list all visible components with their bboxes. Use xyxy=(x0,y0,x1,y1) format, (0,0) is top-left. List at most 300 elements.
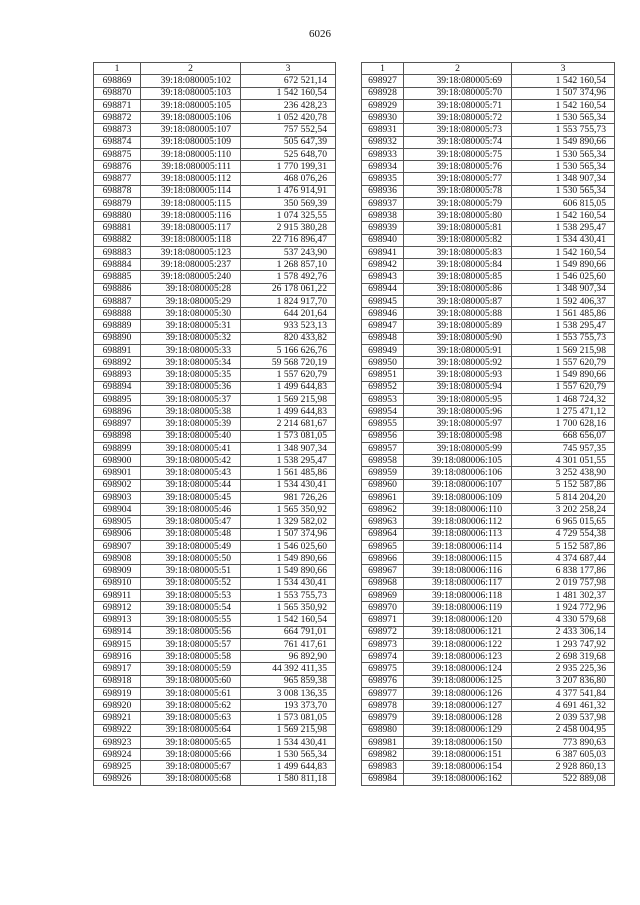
table-row xyxy=(362,344,615,356)
row-number-cell: 698933 xyxy=(362,148,404,160)
cadastral-value-cell: 1 538 295,47 xyxy=(512,320,615,332)
cadastral-number-cell: 39:18:080005:47 xyxy=(141,516,241,528)
table-row xyxy=(362,577,615,589)
cadastral-value-cell: 1 557 620,79 xyxy=(241,369,336,381)
cadastral-value-cell: 1 530 565,34 xyxy=(512,161,615,173)
table-row xyxy=(362,246,615,258)
cadastral-value-cell: 820 433,82 xyxy=(241,332,336,344)
cadastral-number-cell: 39:18:080005:30 xyxy=(141,308,241,320)
cadastral-number-cell: 39:18:080006:106 xyxy=(404,467,512,479)
row-number-cell: 698943 xyxy=(362,271,404,283)
cadastral-value-cell: 1 499 644,83 xyxy=(241,406,336,418)
table-row xyxy=(362,234,615,246)
table-row xyxy=(94,479,336,491)
cadastral-number-cell: 39:18:080005:55 xyxy=(141,614,241,626)
row-number-cell: 698946 xyxy=(362,308,404,320)
row-number-cell: 698939 xyxy=(362,222,404,234)
cadastral-number-cell: 39:18:080005:37 xyxy=(141,393,241,405)
cadastral-number-cell: 39:18:080005:40 xyxy=(141,430,241,442)
cadastral-number-cell: 39:18:080006:119 xyxy=(404,602,512,614)
row-number-cell: 698898 xyxy=(94,430,141,442)
cadastral-number-cell: 39:18:080006:107 xyxy=(404,479,512,491)
table-row xyxy=(362,381,615,393)
cadastral-value-cell: 1 549 890,66 xyxy=(241,553,336,565)
cadastral-value-cell: 26 178 061,22 xyxy=(241,283,336,295)
cadastral-number-cell: 39:18:080005:53 xyxy=(141,589,241,601)
row-number-cell: 698904 xyxy=(94,504,141,516)
cadastral-number-cell: 39:18:080005:111 xyxy=(141,161,241,173)
row-number-cell: 698952 xyxy=(362,381,404,393)
cadastral-value-cell: 1 542 160,54 xyxy=(512,75,615,87)
table-row xyxy=(362,626,615,638)
cadastral-number-cell: 39:18:080005:240 xyxy=(141,271,241,283)
row-number-cell: 698922 xyxy=(94,724,141,736)
table-row xyxy=(94,577,336,589)
table-row xyxy=(362,75,615,87)
cadastral-value-cell: 5 814 204,20 xyxy=(512,491,615,503)
table-row xyxy=(362,442,615,454)
row-number-cell: 698899 xyxy=(94,442,141,454)
table-row xyxy=(94,332,336,344)
table-row xyxy=(362,516,615,528)
cadastral-number-cell: 39:18:080005:84 xyxy=(404,259,512,271)
table-row xyxy=(362,173,615,185)
cadastral-number-cell: 39:18:080005:82 xyxy=(404,234,512,246)
table-row xyxy=(362,565,615,577)
cadastral-number-cell: 39:18:080005:29 xyxy=(141,295,241,307)
table-row xyxy=(362,197,615,209)
cadastral-number-cell: 39:18:080005:69 xyxy=(404,75,512,87)
table-row xyxy=(94,565,336,577)
row-number-cell: 698914 xyxy=(94,626,141,638)
row-number-cell: 698901 xyxy=(94,467,141,479)
cadastral-value-cell: 644 201,64 xyxy=(241,308,336,320)
cadastral-value-cell: 6 387 605,03 xyxy=(512,749,615,761)
cadastral-value-cell: 1 580 811,18 xyxy=(241,773,336,785)
cadastral-value-cell: 1 569 215,98 xyxy=(241,724,336,736)
cadastral-value-cell: 1 542 160,54 xyxy=(241,87,336,99)
cadastral-number-cell: 39:18:080005:89 xyxy=(404,320,512,332)
row-number-cell: 698911 xyxy=(94,589,141,601)
cadastral-number-cell: 39:18:080005:112 xyxy=(141,173,241,185)
cadastral-value-cell: 1 538 295,47 xyxy=(512,222,615,234)
cadastral-number-cell: 39:18:080005:51 xyxy=(141,565,241,577)
row-number-cell: 698947 xyxy=(362,320,404,332)
row-number-cell: 698893 xyxy=(94,369,141,381)
row-number-cell: 698982 xyxy=(362,749,404,761)
cadastral-number-cell: 39:18:080006:110 xyxy=(404,504,512,516)
row-number-cell: 698908 xyxy=(94,553,141,565)
cadastral-number-cell: 39:18:080005:39 xyxy=(141,418,241,430)
cadastral-value-cell: 2 935 225,36 xyxy=(512,663,615,675)
row-number-cell: 698875 xyxy=(94,148,141,160)
table-row xyxy=(94,700,336,712)
row-number-cell: 698928 xyxy=(362,87,404,99)
header-col-1: 1 xyxy=(94,63,141,75)
cadastral-value-cell: 1 499 644,83 xyxy=(241,381,336,393)
cadastral-value-cell: 1 549 890,66 xyxy=(241,565,336,577)
row-number-cell: 698959 xyxy=(362,467,404,479)
table-row xyxy=(94,663,336,675)
cadastral-number-cell: 39:18:080005:107 xyxy=(141,124,241,136)
cadastral-value-cell: 1 549 890,66 xyxy=(512,136,615,148)
row-number-cell: 698934 xyxy=(362,161,404,173)
cadastral-value-cell: 22 716 896,47 xyxy=(241,234,336,246)
cadastral-number-cell: 39:18:080006:118 xyxy=(404,589,512,601)
cadastral-value-cell: 525 648,70 xyxy=(241,148,336,160)
cadastral-value-cell: 4 729 554,38 xyxy=(512,528,615,540)
row-number-cell: 698967 xyxy=(362,565,404,577)
table-row xyxy=(362,687,615,699)
cadastral-number-cell: 39:18:080005:44 xyxy=(141,479,241,491)
cadastral-number-cell: 39:18:080005:106 xyxy=(141,112,241,124)
cadastral-number-cell: 39:18:080005:85 xyxy=(404,271,512,283)
cadastral-number-cell: 39:18:080006:122 xyxy=(404,638,512,650)
row-number-cell: 698938 xyxy=(362,210,404,222)
cadastral-value-cell: 1 481 302,37 xyxy=(512,589,615,601)
table-row xyxy=(362,479,615,491)
row-number-cell: 698930 xyxy=(362,112,404,124)
cadastral-value-cell: 96 892,90 xyxy=(241,651,336,663)
cadastral-value-cell: 537 243,90 xyxy=(241,246,336,258)
cadastral-number-cell: 39:18:080005:66 xyxy=(141,749,241,761)
table-row xyxy=(362,124,615,136)
cadastral-number-cell: 39:18:080005:45 xyxy=(141,491,241,503)
table-row xyxy=(94,75,336,87)
cadastral-value-cell: 933 523,13 xyxy=(241,320,336,332)
table-row xyxy=(94,455,336,467)
cadastral-value-cell: 3 202 258,24 xyxy=(512,504,615,516)
cadastral-value-cell: 1 476 914,91 xyxy=(241,185,336,197)
cadastral-value-table-left xyxy=(93,62,336,786)
cadastral-value-cell: 2 019 757,98 xyxy=(512,577,615,589)
cadastral-value-cell: 350 569,39 xyxy=(241,197,336,209)
table-row xyxy=(94,491,336,503)
cadastral-value-cell: 1 546 025,60 xyxy=(241,540,336,552)
row-number-cell: 698871 xyxy=(94,99,141,111)
table-row xyxy=(362,540,615,552)
cadastral-value-cell: 773 890,63 xyxy=(512,736,615,748)
row-number-cell: 698964 xyxy=(362,528,404,540)
table-row xyxy=(94,369,336,381)
cadastral-number-cell: 39:18:080005:88 xyxy=(404,308,512,320)
row-number-cell: 698980 xyxy=(362,724,404,736)
cadastral-value-cell: 2 214 681,67 xyxy=(241,418,336,430)
row-number-cell: 698962 xyxy=(362,504,404,516)
table-row xyxy=(94,761,336,773)
cadastral-value-cell: 1 275 471,12 xyxy=(512,406,615,418)
cadastral-number-cell: 39:18:080006:127 xyxy=(404,700,512,712)
cadastral-number-cell: 39:18:080005:52 xyxy=(141,577,241,589)
table-row xyxy=(362,651,615,663)
cadastral-number-cell: 39:18:080005:114 xyxy=(141,185,241,197)
table-row xyxy=(94,430,336,442)
table-row xyxy=(362,161,615,173)
table-row xyxy=(94,724,336,736)
row-number-cell: 698912 xyxy=(94,602,141,614)
cadastral-number-cell: 39:18:080005:80 xyxy=(404,210,512,222)
row-number-cell: 698978 xyxy=(362,700,404,712)
cadastral-value-cell: 1 329 582,02 xyxy=(241,516,336,528)
table-row xyxy=(94,516,336,528)
row-number-cell: 698921 xyxy=(94,712,141,724)
row-number-cell: 698963 xyxy=(362,516,404,528)
row-number-cell: 698932 xyxy=(362,136,404,148)
cadastral-number-cell: 39:18:080006:123 xyxy=(404,651,512,663)
cadastral-value-cell: 1 530 565,34 xyxy=(512,185,615,197)
cadastral-number-cell: 39:18:080005:28 xyxy=(141,283,241,295)
cadastral-value-cell: 2 433 306,14 xyxy=(512,626,615,638)
cadastral-value-cell: 1 557 620,79 xyxy=(512,357,615,369)
row-number-cell: 698984 xyxy=(362,773,404,785)
row-number-cell: 698969 xyxy=(362,589,404,601)
row-number-cell: 698902 xyxy=(94,479,141,491)
cadastral-value-cell: 3 252 438,90 xyxy=(512,467,615,479)
row-number-cell: 698971 xyxy=(362,614,404,626)
cadastral-number-cell: 39:18:080005:63 xyxy=(141,712,241,724)
cadastral-number-cell: 39:18:080005:79 xyxy=(404,197,512,209)
cadastral-value-cell: 1 553 755,73 xyxy=(512,332,615,344)
cadastral-value-cell: 1 557 620,79 xyxy=(512,381,615,393)
table-row xyxy=(94,87,336,99)
header-col-3: 3 xyxy=(512,63,615,75)
cadastral-number-cell: 39:18:080006:124 xyxy=(404,663,512,675)
row-number-cell: 698890 xyxy=(94,332,141,344)
table-row xyxy=(94,749,336,761)
table-row xyxy=(94,283,336,295)
table-row xyxy=(362,638,615,650)
cadastral-number-cell: 39:18:080005:99 xyxy=(404,442,512,454)
cadastral-value-cell: 5 152 587,86 xyxy=(512,479,615,491)
table-row xyxy=(362,418,615,430)
cadastral-number-cell: 39:18:080005:94 xyxy=(404,381,512,393)
table-row xyxy=(362,602,615,614)
table-row xyxy=(94,234,336,246)
table-row xyxy=(94,99,336,111)
cadastral-number-cell: 39:18:080005:118 xyxy=(141,234,241,246)
cadastral-number-cell: 39:18:080005:46 xyxy=(141,504,241,516)
cadastral-number-cell: 39:18:080005:76 xyxy=(404,161,512,173)
row-number-cell: 698956 xyxy=(362,430,404,442)
row-number-cell: 698955 xyxy=(362,418,404,430)
cadastral-value-cell: 1 770 199,31 xyxy=(241,161,336,173)
cadastral-value-cell: 2 928 860,13 xyxy=(512,761,615,773)
table-row xyxy=(362,136,615,148)
cadastral-value-cell: 2 039 537,98 xyxy=(512,712,615,724)
table-row xyxy=(362,369,615,381)
table-row xyxy=(94,406,336,418)
cadastral-value-cell: 1 924 772,96 xyxy=(512,602,615,614)
row-number-cell: 698920 xyxy=(94,700,141,712)
cadastral-number-cell: 39:18:080005:58 xyxy=(141,651,241,663)
table-row xyxy=(94,504,336,516)
cadastral-number-cell: 39:18:080006:125 xyxy=(404,675,512,687)
row-number-cell: 698870 xyxy=(94,87,141,99)
cadastral-number-cell: 39:18:080006:114 xyxy=(404,540,512,552)
cadastral-value-cell: 1 468 724,32 xyxy=(512,393,615,405)
row-number-cell: 698886 xyxy=(94,283,141,295)
cadastral-number-cell: 39:18:080005:117 xyxy=(141,222,241,234)
table-row xyxy=(362,491,615,503)
cadastral-number-cell: 39:18:080005:97 xyxy=(404,418,512,430)
cadastral-value-cell: 1 348 907,34 xyxy=(241,442,336,454)
header-col-1: 1 xyxy=(362,63,404,75)
row-number-cell: 698977 xyxy=(362,687,404,699)
table-body-left xyxy=(94,63,336,786)
row-number-cell: 698941 xyxy=(362,246,404,258)
table-row xyxy=(362,761,615,773)
cadastral-value-cell: 1 507 374,96 xyxy=(241,528,336,540)
table-row xyxy=(94,393,336,405)
cadastral-number-cell: 39:18:080005:57 xyxy=(141,638,241,650)
table-row xyxy=(362,700,615,712)
cadastral-value-cell: 1 534 430,41 xyxy=(241,736,336,748)
row-number-cell: 698895 xyxy=(94,393,141,405)
row-number-cell: 698873 xyxy=(94,124,141,136)
row-number-cell: 698907 xyxy=(94,540,141,552)
table-row xyxy=(362,259,615,271)
table-row xyxy=(362,528,615,540)
cadastral-number-cell: 39:18:080005:42 xyxy=(141,455,241,467)
table-row xyxy=(94,614,336,626)
row-number-cell: 698897 xyxy=(94,418,141,430)
cadastral-value-cell: 4 691 461,32 xyxy=(512,700,615,712)
row-number-cell: 698945 xyxy=(362,295,404,307)
row-number-cell: 698879 xyxy=(94,197,141,209)
cadastral-value-cell: 672 521,14 xyxy=(241,75,336,87)
row-number-cell: 698903 xyxy=(94,491,141,503)
row-number-cell: 698958 xyxy=(362,455,404,467)
cadastral-value-cell: 965 859,38 xyxy=(241,675,336,687)
row-number-cell: 698913 xyxy=(94,614,141,626)
cadastral-value-cell: 1 074 325,55 xyxy=(241,210,336,222)
row-number-cell: 698983 xyxy=(362,761,404,773)
row-number-cell: 698929 xyxy=(362,99,404,111)
row-number-cell: 698924 xyxy=(94,749,141,761)
row-number-cell: 698979 xyxy=(362,712,404,724)
table-row xyxy=(362,467,615,479)
cadastral-value-cell: 1 565 350,92 xyxy=(241,602,336,614)
table-row xyxy=(94,148,336,160)
cadastral-value-cell: 1 538 295,47 xyxy=(241,455,336,467)
cadastral-value-cell: 522 889,08 xyxy=(512,773,615,785)
cadastral-value-cell: 236 428,23 xyxy=(241,99,336,111)
cadastral-number-cell: 39:18:080005:123 xyxy=(141,246,241,258)
cadastral-value-cell: 1 542 160,54 xyxy=(512,246,615,258)
row-number-cell: 698966 xyxy=(362,553,404,565)
cadastral-number-cell: 39:18:080005:65 xyxy=(141,736,241,748)
cadastral-number-cell: 39:18:080006:115 xyxy=(404,553,512,565)
table-row xyxy=(94,173,336,185)
row-number-cell: 698889 xyxy=(94,320,141,332)
table-row xyxy=(94,712,336,724)
cadastral-value-cell: 1 578 492,76 xyxy=(241,271,336,283)
row-number-cell: 698937 xyxy=(362,197,404,209)
cadastral-number-cell: 39:18:080005:109 xyxy=(141,136,241,148)
cadastral-value-cell: 1 569 215,98 xyxy=(512,344,615,356)
table-row xyxy=(362,773,615,785)
table-row xyxy=(94,185,336,197)
row-number-cell: 698950 xyxy=(362,357,404,369)
cadastral-number-cell: 39:18:080005:77 xyxy=(404,173,512,185)
table-row xyxy=(362,504,615,516)
cadastral-number-cell: 39:18:080006:154 xyxy=(404,761,512,773)
cadastral-number-cell: 39:18:080006:129 xyxy=(404,724,512,736)
row-number-cell: 698881 xyxy=(94,222,141,234)
cadastral-value-cell: 505 647,39 xyxy=(241,136,336,148)
cadastral-number-cell: 39:18:080005:96 xyxy=(404,406,512,418)
table-row xyxy=(362,430,615,442)
row-number-cell: 698910 xyxy=(94,577,141,589)
row-number-cell: 698878 xyxy=(94,185,141,197)
cadastral-value-cell: 1 507 374,96 xyxy=(512,87,615,99)
table-row xyxy=(362,724,615,736)
table-row xyxy=(362,553,615,565)
cadastral-value-cell: 1 530 565,34 xyxy=(512,148,615,160)
table-row xyxy=(362,357,615,369)
row-number-cell: 698877 xyxy=(94,173,141,185)
cadastral-number-cell: 39:18:080005:54 xyxy=(141,602,241,614)
cadastral-number-cell: 39:18:080006:162 xyxy=(404,773,512,785)
row-number-cell: 698885 xyxy=(94,271,141,283)
cadastral-number-cell: 39:18:080006:150 xyxy=(404,736,512,748)
cadastral-value-cell: 4 377 541,84 xyxy=(512,687,615,699)
row-number-cell: 698948 xyxy=(362,332,404,344)
cadastral-number-cell: 39:18:080005:41 xyxy=(141,442,241,454)
cadastral-number-cell: 39:18:080006:116 xyxy=(404,565,512,577)
cadastral-value-cell: 1 700 628,16 xyxy=(512,418,615,430)
row-number-cell: 698900 xyxy=(94,455,141,467)
table-row xyxy=(94,259,336,271)
table-row xyxy=(362,148,615,160)
cadastral-value-cell: 4 330 579,68 xyxy=(512,614,615,626)
table-row xyxy=(362,320,615,332)
cadastral-number-cell: 39:18:080005:90 xyxy=(404,332,512,344)
cadastral-value-cell: 757 552,54 xyxy=(241,124,336,136)
row-number-cell: 698891 xyxy=(94,344,141,356)
cadastral-value-cell: 606 815,05 xyxy=(512,197,615,209)
cadastral-number-cell: 39:18:080005:33 xyxy=(141,344,241,356)
cadastral-value-cell: 44 392 411,35 xyxy=(241,663,336,675)
table-row xyxy=(362,736,615,748)
cadastral-value-cell: 668 656,07 xyxy=(512,430,615,442)
header-col-3: 3 xyxy=(241,63,336,75)
cadastral-value-cell: 193 373,70 xyxy=(241,700,336,712)
cadastral-number-cell: 39:18:080005:103 xyxy=(141,87,241,99)
table-row xyxy=(362,283,615,295)
cadastral-value-cell: 1 542 160,54 xyxy=(241,614,336,626)
cadastral-value-cell: 468 076,26 xyxy=(241,173,336,185)
cadastral-number-cell: 39:18:080005:73 xyxy=(404,124,512,136)
row-number-cell: 698905 xyxy=(94,516,141,528)
cadastral-value-cell: 1 534 430,41 xyxy=(512,234,615,246)
cadastral-number-cell: 39:18:080005:35 xyxy=(141,369,241,381)
row-number-cell: 698883 xyxy=(94,246,141,258)
table-row xyxy=(94,271,336,283)
row-number-cell: 698975 xyxy=(362,663,404,675)
cadastral-value-cell: 1 534 430,41 xyxy=(241,479,336,491)
table-row xyxy=(362,749,615,761)
cadastral-value-cell: 1 052 420,78 xyxy=(241,112,336,124)
cadastral-number-cell: 39:18:080005:86 xyxy=(404,283,512,295)
cadastral-number-cell: 39:18:080005:93 xyxy=(404,369,512,381)
cadastral-number-cell: 39:18:080005:70 xyxy=(404,87,512,99)
cadastral-value-cell: 2 698 319,68 xyxy=(512,651,615,663)
cadastral-number-cell: 39:18:080006:105 xyxy=(404,455,512,467)
cadastral-value-cell: 2 458 004,95 xyxy=(512,724,615,736)
row-number-cell: 698925 xyxy=(94,761,141,773)
table-row xyxy=(94,197,336,209)
